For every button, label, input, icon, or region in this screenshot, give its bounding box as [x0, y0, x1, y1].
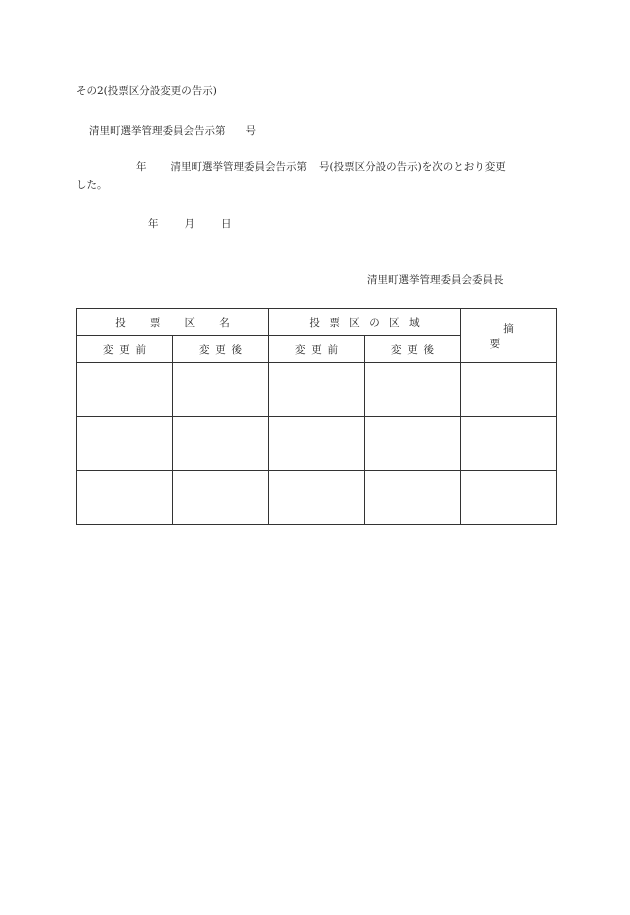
table-cell: [365, 471, 461, 525]
body-line-1: [76, 160, 506, 174]
table-cell: [365, 417, 461, 471]
table-cell: [77, 417, 173, 471]
subheader-name-after: [173, 336, 269, 363]
table-cell: [365, 363, 461, 417]
table-cell: [269, 363, 365, 417]
subheader-area-after: [365, 336, 461, 363]
header-precinct-name-label: 投票区名: [115, 316, 254, 329]
table-cell: [77, 363, 173, 417]
document-heading: その2(投票区分設変更の告示): [76, 85, 217, 97]
header-notes: [461, 309, 557, 363]
table-row: [77, 471, 557, 525]
header-precinct-area: [269, 309, 461, 336]
table-cell: [461, 417, 557, 471]
subheader-label: 変更後: [198, 343, 248, 356]
subheader-area-before: [269, 336, 365, 363]
table-cell: [173, 471, 269, 525]
table-cell: [173, 363, 269, 417]
subheader-label: 変更後: [390, 343, 440, 356]
body-year-label: 年: [136, 161, 147, 173]
header-precinct-area-label: 投票区の区域: [309, 316, 430, 329]
date-line: [148, 217, 232, 231]
table-cell: [173, 417, 269, 471]
date-day: 日: [221, 218, 232, 230]
body-text-1: 清里町選挙管理委員会告示第: [170, 161, 307, 173]
notice-number-suffix: 号: [245, 125, 256, 137]
subheader-label: 変更前: [294, 343, 344, 356]
body-line-2: した。: [76, 179, 108, 191]
table-cell: [269, 471, 365, 525]
table-row: [77, 363, 557, 417]
table-cell: [461, 363, 557, 417]
table-cell: [77, 471, 173, 525]
notice-number: [89, 124, 256, 138]
body-text-2: 号(投票区分設の告示)を次のとおり変更: [319, 161, 506, 173]
table-cell: [461, 471, 557, 525]
header-notes-label: 摘要: [489, 322, 542, 350]
header-precinct-name: [77, 309, 269, 336]
notice-number-prefix: 清里町選挙管理委員会告示第: [89, 125, 226, 137]
signer-title: 清里町選挙管理委員会委員長: [367, 274, 504, 286]
subheader-name-before: [77, 336, 173, 363]
date-month: 月: [184, 218, 195, 230]
table-cell: [269, 417, 365, 471]
date-year: 年: [148, 218, 159, 230]
subheader-label: 変更前: [102, 343, 152, 356]
table-row: [77, 417, 557, 471]
change-table: [76, 308, 557, 525]
